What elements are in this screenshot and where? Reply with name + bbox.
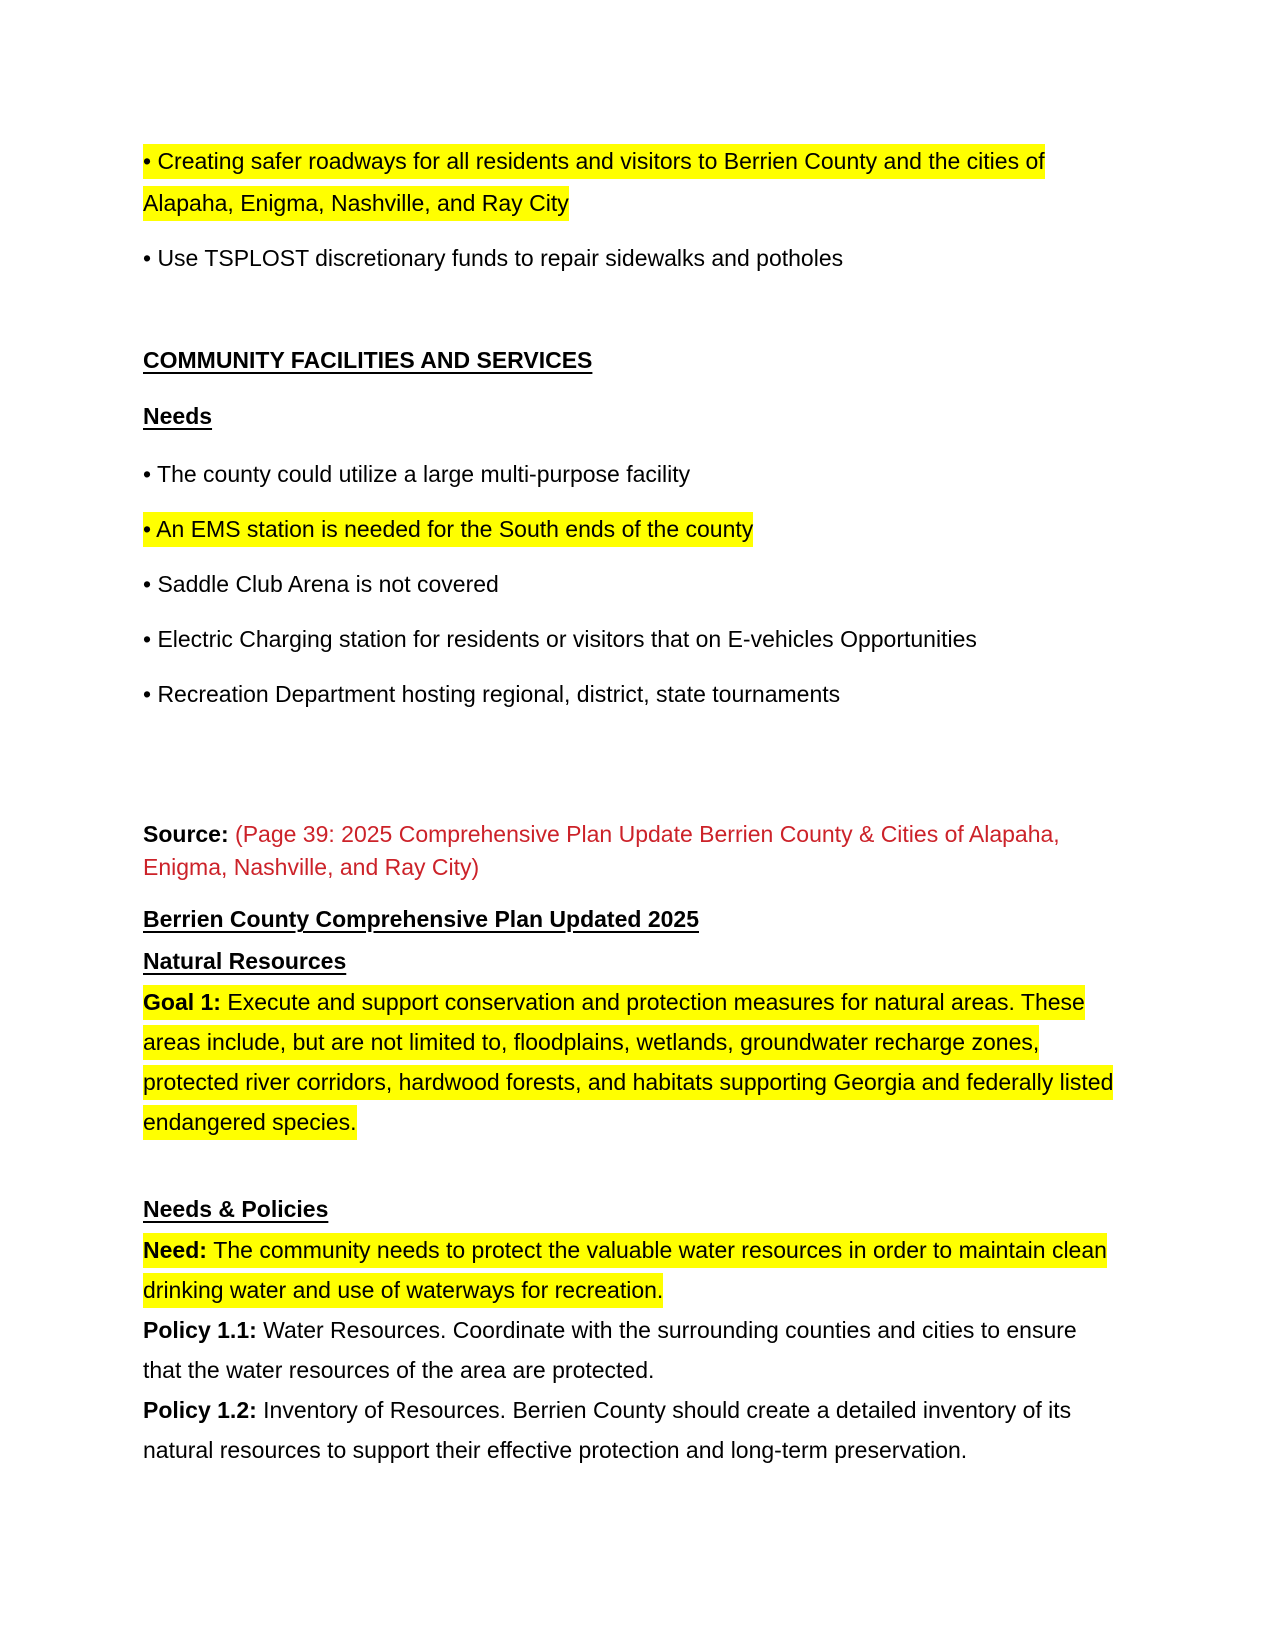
text-run: Need: bbox=[143, 1233, 213, 1268]
intro-bullet-2 bbox=[143, 237, 1118, 279]
community-facilities-heading bbox=[143, 339, 1118, 381]
need-paragraph bbox=[143, 1230, 1118, 1310]
text-run: Policy 1.2: bbox=[143, 1397, 264, 1423]
text-run: (Page 39: 2025 Comprehensive Plan Update Berrien County & Cities of Alapaha, Enigma, Nashville, and Ray City) bbox=[143, 821, 1060, 880]
text-run: • An EMS station is needed for the South ends of the county bbox=[143, 512, 753, 547]
source-paragraph bbox=[143, 818, 1118, 884]
text-run: Source: bbox=[143, 821, 236, 847]
text-run: • Creating safer roadways for all residents and visitors to Berrien County and the cities of Alapaha, Enigma, Nashville, and Ray City bbox=[143, 144, 1045, 221]
text-run: Inventory of Resources. Berrien County should create a detailed inventory of its natural resources to support their effective protection and long-term preservation. bbox=[143, 1397, 1072, 1463]
text-run: The community needs to protect the valuable water resources in order to maintain clean drinking water and use of waterways for recreation. bbox=[143, 1233, 1107, 1308]
text-run: Needs & Policies bbox=[143, 1196, 329, 1222]
needs-bullet-5 bbox=[143, 673, 1118, 715]
text-run: Needs bbox=[143, 403, 213, 429]
text-run: • Saddle Club Arena is not covered bbox=[143, 571, 499, 597]
policy-1-2-paragraph bbox=[143, 1390, 1118, 1470]
text-run: • Use TSPLOST discretionary funds to repair sidewalks and potholes bbox=[143, 245, 844, 271]
natural-resources-heading bbox=[143, 940, 1118, 982]
text-run: Policy 1.1: bbox=[143, 1317, 264, 1343]
needs-bullet-3 bbox=[143, 563, 1118, 605]
text-run: Goal 1: bbox=[143, 985, 227, 1020]
berrien-plan-heading bbox=[143, 898, 1118, 940]
text-run: • Electric Charging station for residents or visitors that on E-vehicles Opportunities bbox=[143, 626, 977, 652]
needs-bullet-1 bbox=[143, 453, 1118, 495]
needs-heading bbox=[143, 395, 1118, 437]
text-run: • The county could utilize a large multi-purpose facility bbox=[143, 461, 691, 487]
text-run: • Recreation Department hosting regional, district, state tournaments bbox=[143, 681, 841, 707]
text-run: COMMUNITY FACILITIES AND SERVICES bbox=[143, 347, 593, 373]
policy-1-1-paragraph bbox=[143, 1310, 1118, 1390]
needs-bullet-2 bbox=[143, 508, 1118, 550]
needs-bullet-4 bbox=[143, 618, 1118, 660]
needs-policies-heading bbox=[143, 1188, 1118, 1230]
goal-1-paragraph bbox=[143, 982, 1118, 1142]
text-run: Berrien County Comprehensive Plan Updated 2025 bbox=[143, 906, 699, 932]
intro-bullet-1 bbox=[143, 140, 1118, 224]
text-run: Water Resources. Coordinate with the surrounding counties and cities to ensure that the water resources of the area are protected. bbox=[143, 1317, 1077, 1383]
text-run: Execute and support conservation and protection measures for natural areas. These areas include, but are not limited to, floodplains, wetlands, groundwater recharge zones, protected river corridors, hardwood forests, and habitats supporting Georgia and federally listed endangered species. bbox=[143, 985, 1113, 1140]
text-run: Natural Resources bbox=[143, 948, 347, 974]
